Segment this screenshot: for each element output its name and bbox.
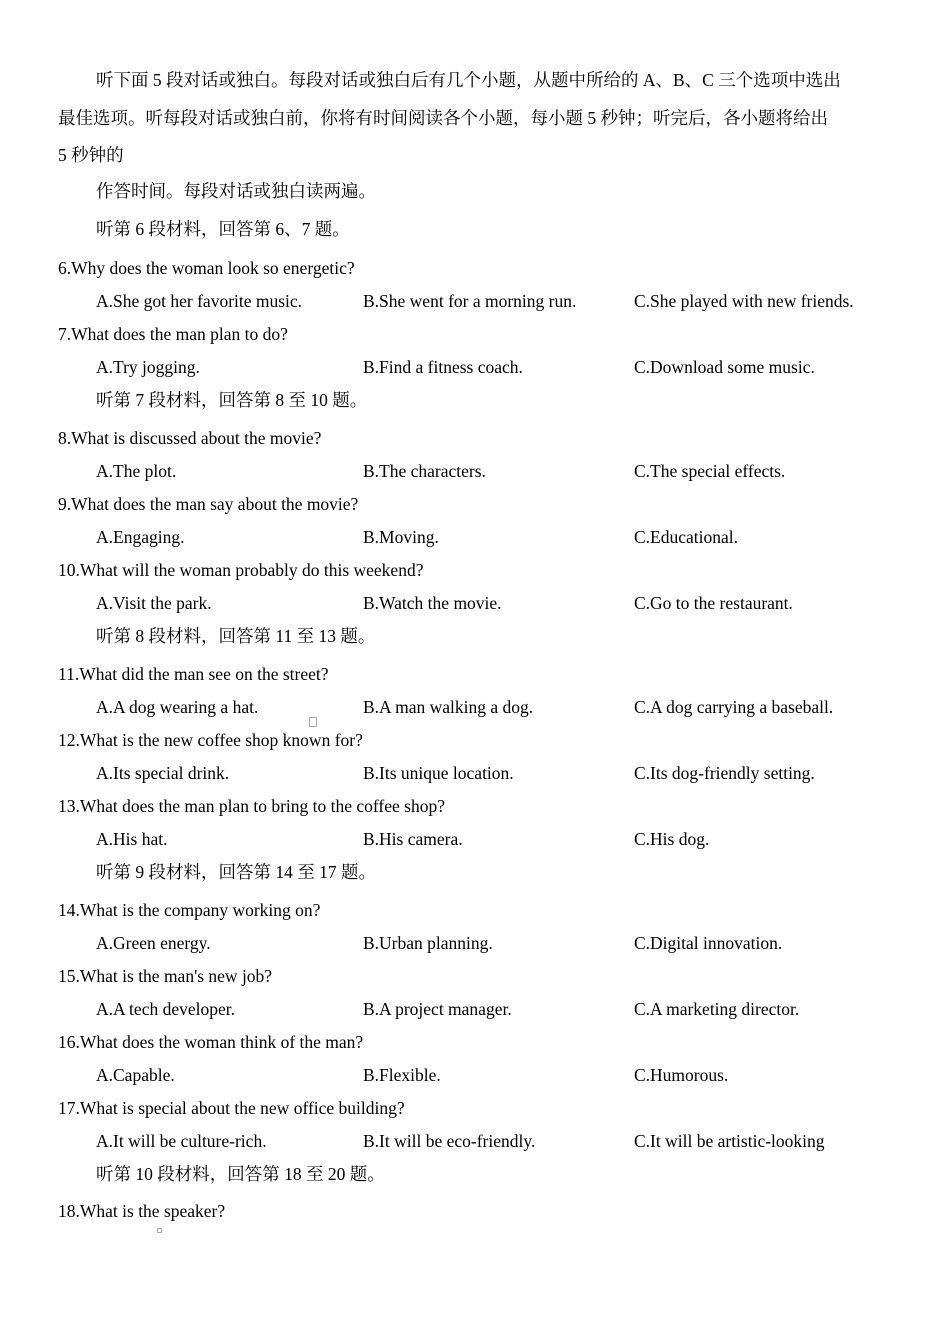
question-18: 18.What is the speaker? [58, 1201, 226, 1221]
question-15: 15.What is the man's new job? [58, 966, 273, 986]
question-6: 6.Why does the woman look so energetic? [58, 258, 355, 278]
option-b: B.Flexible. [363, 1065, 441, 1085]
instructions-line-4: 作答时间。每段对话或独白读两遍。 [96, 181, 376, 201]
question-7: 7.What does the man plan to do? [58, 324, 288, 344]
option-a: A.A dog wearing a hat. [96, 697, 259, 717]
option-b: B.Its unique location. [363, 763, 514, 783]
option-a: A.Engaging. [96, 527, 185, 547]
section-heading: 听第 9 段材料，回答第 14 至 17 题。 [96, 862, 376, 882]
question-11: 11.What did the man see on the street? [58, 664, 329, 684]
option-c: C.Digital innovation. [634, 933, 783, 953]
question-12: 12.What is the new coffee shop known for? [58, 730, 363, 750]
option-a: A.Capable. [96, 1065, 175, 1085]
option-a: A.It will be culture-rich. [96, 1131, 267, 1151]
option-c: C.Humorous. [634, 1065, 729, 1085]
option-b: B.It will be eco-friendly. [363, 1131, 536, 1151]
question-9: 9.What does the man say about the movie? [58, 494, 359, 514]
option-a: A.His hat. [96, 829, 168, 849]
instructions-line-1: 听下面 5 段对话或独白。每段对话或独白后有几个小题，从题中所给的 A、B、C 三个选项中选出 [96, 70, 841, 90]
option-b: B.She went for a morning run. [363, 291, 577, 311]
option-c: C.A dog carrying a baseball. [634, 697, 834, 717]
instructions-line-2: 最佳选项。听每段对话或独白前，你将有时间阅读各个小题，每小题 5 秒钟；听完后，各小题将给出 [58, 108, 828, 128]
option-c: C.She played with new friends. [634, 291, 854, 311]
option-b: B.Urban planning. [363, 933, 493, 953]
option-a: A.She got her favorite music. [96, 291, 303, 311]
question-14: 14.What is the company working on? [58, 900, 321, 920]
question-16: 16.What does the woman think of the man? [58, 1032, 364, 1052]
section-heading: 听第 6 段材料，回答第 6、7 题。 [96, 219, 350, 239]
option-c: C.Its dog-friendly setting. [634, 763, 815, 783]
placeholder-box-icon [157, 1228, 162, 1233]
option-b: B.Find a fitness coach. [363, 357, 523, 377]
option-b: B.A man walking a dog. [363, 697, 534, 717]
instructions-line-3: 5 秒钟的 [58, 145, 124, 165]
question-10: 10.What will the woman probably do this weekend? [58, 560, 424, 580]
option-a: A.Visit the park. [96, 593, 212, 613]
option-a: A.Try jogging. [96, 357, 200, 377]
section-heading: 听第 8 段材料，回答第 11 至 13 题。 [96, 626, 376, 646]
option-a: A.A tech developer. [96, 999, 235, 1019]
option-b: B.The characters. [363, 461, 486, 481]
option-c: C.Download some music. [634, 357, 815, 377]
option-b: B.His camera. [363, 829, 463, 849]
section-heading: 听第 7 段材料，回答第 8 至 10 题。 [96, 390, 368, 410]
option-c: C.The special effects. [634, 461, 786, 481]
question-8: 8.What is discussed about the movie? [58, 428, 322, 448]
question-13: 13.What does the man plan to bring to the coffee shop? [58, 796, 445, 816]
option-b: B.Moving. [363, 527, 439, 547]
question-17: 17.What is special about the new office building? [58, 1098, 405, 1118]
section-heading: 听第 10 段材料，回答第 18 至 20 题。 [96, 1164, 385, 1184]
option-c: C.A marketing director. [634, 999, 800, 1019]
option-b: B.A project manager. [363, 999, 512, 1019]
option-a: A.Its special drink. [96, 763, 230, 783]
option-c: C.His dog. [634, 829, 710, 849]
option-b: B.Watch the movie. [363, 593, 502, 613]
option-a: A.The plot. [96, 461, 177, 481]
option-c: C.Educational. [634, 527, 739, 547]
option-a: A.Green energy. [96, 933, 211, 953]
placeholder-box-icon [309, 717, 317, 727]
option-c: C.It will be artistic-looking [634, 1131, 825, 1151]
option-c: C.Go to the restaurant. [634, 593, 793, 613]
